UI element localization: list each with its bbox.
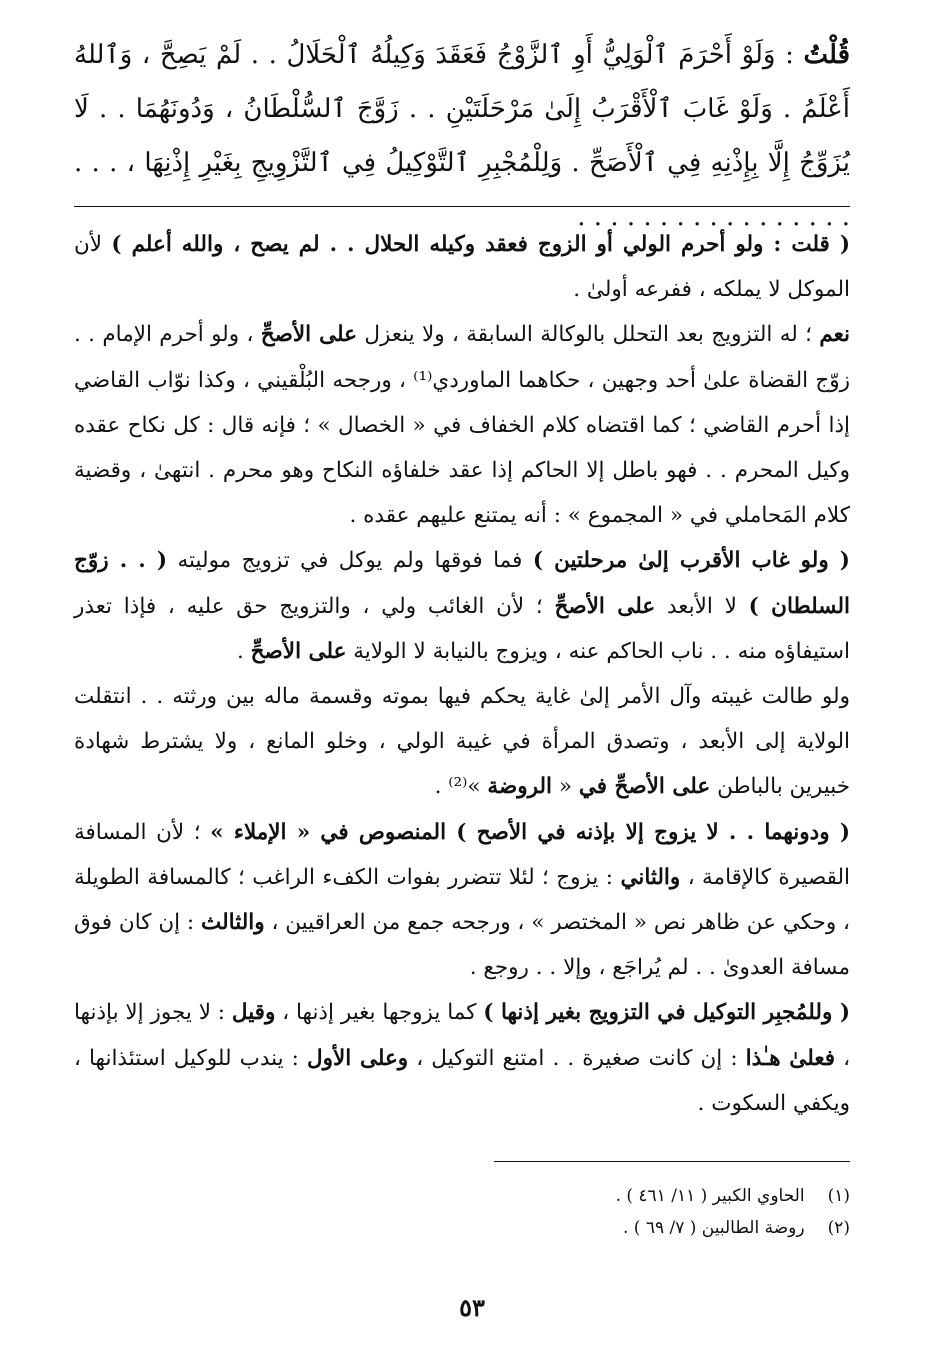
bold-term: وقيل (231, 1000, 276, 1026)
paragraph-1 (74, 222, 850, 312)
quoted-matn: ( قلت : ولو أحرم الولي أو الزوج فعقد وكيله الحلال . . لم يصح ، والله أعلم ) (111, 232, 850, 257)
commentary (74, 222, 850, 1126)
commentary-text: : يندب للوكيل استئذانها ، ويكفي السكوت . (74, 1045, 850, 1116)
bold-term: على الأصحِّ في (578, 774, 711, 800)
commentary-text: كما يزوجها بغير إذنها ، (282, 1000, 477, 1026)
paragraph-5 (74, 810, 850, 991)
quoted-matn: ( . . زوّج السلطان ) (74, 548, 850, 619)
bold-term: وعلى الأول (306, 1045, 409, 1071)
bold-term: والثالث (201, 910, 265, 936)
commentary-text: « (558, 774, 572, 800)
commentary-text: فما فوقها ولم يوكل في تزويج موليته (177, 548, 523, 574)
footnote-text: روضة الطالبين ( ٧/ ٦٩ ) . (622, 1218, 805, 1238)
bold-term: على الأصحِّ (554, 593, 656, 619)
commentary-text: ؛ لأن الغائب ولي ، والتزويج حق عليه ، فإذا تعذر استيفاؤه منه . . ناب الحاكم عنه ، ويزوج بالنيابة لا الولاية (74, 593, 850, 664)
bold-term: على الأصحِّ (260, 322, 357, 348)
commentary-text: لا الأبعد (666, 593, 737, 619)
page-number: ٥٣ (459, 1293, 485, 1322)
footnote-1 (74, 1180, 850, 1212)
footnote-text: الحاوي الكبير ( ١١/ ٤٦١ ) . (615, 1186, 805, 1206)
bold-term: والثاني (620, 864, 681, 890)
commentary-text: ؛ له التزويج بعد التحلل بالوكالة السابقة ، ولا ينعزل (364, 322, 812, 348)
bold-term: على الأصحِّ (250, 638, 347, 664)
commentary-text: ، ولو أحرم الإمام . . زوّج القضاة علىٰ أحد وجهين ، حكاهما الماوردي⁽¹⁾ ، ورجحه البُلْقيني ، وكذا نوّاب القاضي إذا أحرم القاضي ؛ كما اقتضاه كلام الخفاف في « الخصال » ؛ فإنه قال : كل نكاح عقده وكيل المحرم . . فهو باطل إلا الحاكم إذا عقد خلفاؤه النكاح وهو محرم . انتهىٰ ، وقضية كلام المَحاملي في « المجموع » : أنه يمتنع عليهم عقده . (74, 322, 851, 529)
paragraph-4 (74, 674, 850, 810)
paragraph-6 (74, 990, 850, 1126)
footnote-number: (٢) (827, 1218, 850, 1238)
bold-term: الروضة (487, 774, 552, 800)
matn-body: : وَلَوْ أَحْرَمَ ٱلْوَلِيُّ أَوِ ٱلزَّوْجُ فَعَقَدَ وَكِيلُهُ ٱلْحَلَالُ . . لَمْ يَصِحَّ ، وَٱللهُ أَعْلَمُ . وَلَوْ غَابَ ٱلْأَقْرَبُ إِلَىٰ مَرْحَلَتَيْنِ . . زَوَّجَ ٱلسُّلْطَانُ ، وَدُونَهُمَا . . لَا يُزَوِّجُ إِلَّا بِإِذْنِهِ فِي ٱلْأَصَحِّ . وَلِلْمُجْبِرِ ٱلتَّوْكِيلُ فِي ٱلتَّزْوِيجِ بِغَيْرِ إِذْنِهَا ، . . . . . . . . . . . . . . . . . . . . (74, 40, 850, 232)
bold-term: فعلىٰ هـٰذا (745, 1045, 835, 1071)
paragraph-2 (74, 312, 850, 538)
bold-term: نعم (819, 322, 850, 348)
footnotes (74, 1180, 850, 1244)
paragraph-3 (74, 538, 850, 674)
commentary-text: : إن كانت صغيرة . . امتنع التوكيل ، (416, 1045, 738, 1071)
footnote-number: (١) (827, 1186, 850, 1206)
quoted-matn: ( ودونهما . . لا يزوج إلا بإذنه في الأصح ) المنصوص في « الإملاء » (210, 819, 851, 845)
commentary-text: »⁽²⁾ . (434, 774, 481, 800)
commentary-text: : يزوج ؛ لئلا تتضرر بفوات الكفء الراغب ؛ كالمسافة الطويلة ، وحكي عن ظاهر نص « المختصر » ، ورجحه جمع من العراقيين ، (74, 864, 850, 936)
page-body (74, 28, 851, 232)
quoted-matn: ( وللمُجبِر التوكيل في التزويج بغير إذنها ) (483, 1000, 850, 1026)
commentary-text: : إن كان فوق مسافة العدوىٰ . . لم يُراجَع ، وإلا . . روجع . (74, 910, 850, 981)
commentary-text: ؛ لأن المسافة القصيرة كالإقامة ، (74, 819, 851, 890)
matn-text (74, 28, 851, 232)
matn-lead: قُلْتُ (803, 40, 851, 70)
footnote-2 (74, 1212, 850, 1244)
commentary-text: . (236, 638, 244, 664)
commentary-text: : لا يجوز إلا بإذنها ، (74, 1000, 851, 1071)
quoted-matn: ( ولو غاب الأقرب إلىٰ مرحلتين ) (532, 548, 850, 574)
matn-divider (74, 206, 850, 207)
commentary-text: ولو طالت غيبته وآل الأمر إلىٰ غاية يحكم فيها بموته وقسمة ماله بين ورثته . . انتقلت الولاية إلى الأبعد ، وتصدق المرأة في غيبة الولي ، وخلو المانع ، ولا يشترط شهادة خبيرين بالباطن (74, 684, 850, 800)
footnote-divider (494, 1161, 850, 1162)
commentary-text: لأن الموكل لا يملكه ، ففرعه أولىٰ . (74, 232, 850, 303)
